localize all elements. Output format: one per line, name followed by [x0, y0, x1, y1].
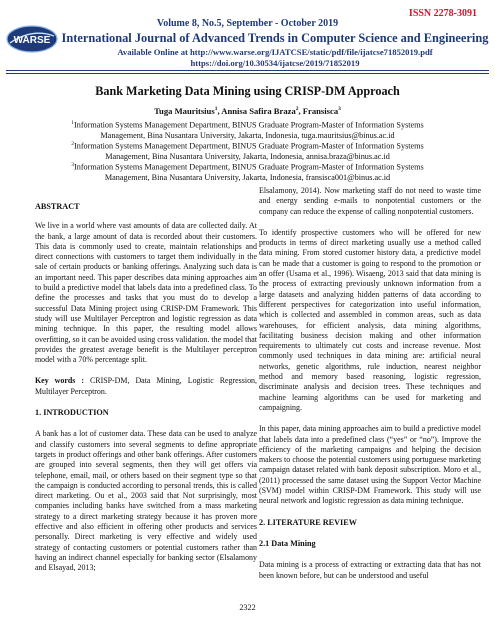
author-name: Fransisca: [302, 106, 339, 116]
page-number: 2322: [239, 603, 256, 612]
author-list: [0, 106, 495, 116]
keywords: [35, 376, 257, 397]
doi-line: https://doi.org/10.30534/ijatcse/2019/71852019: [190, 58, 360, 68]
affiliation-2: [40, 139, 455, 163]
affiliation-line: Management, Bina Nusantara University, Jakarta, Indonesia, annisa.braza@binus.ac.id: [105, 152, 390, 162]
literature-review-heading: 2. LITERATURE REVIEW: [259, 517, 357, 527]
affiliation-3: [40, 160, 455, 184]
affiliation-line: Information Systems Management Department, BINUS Graduate Program-Master of Information Systems: [74, 120, 424, 130]
header-rule: [6, 70, 489, 74]
body-paragraph: In this paper, data mining approaches aim to build a predictive model that labels data into a predefined class (“yes” or “no”). Improve the efficiency of the marketing campaigns and helping the decision makers to choose the potential customers using portuguese marketing campaign dataset related with bank deposit subscription. Moro et al., (2011) processed the same dataset using the Support Vector Machine (SVM) model within CRISP-DM Framework. This study will use neural network and logistic regression as data mining technique.: [259, 424, 481, 506]
keywords-label: Key words :: [35, 376, 84, 386]
left-column: [35, 202, 257, 574]
author-mark: 1: [214, 106, 218, 113]
right-column: [259, 186, 481, 581]
warse-logo-text: WARSE: [13, 35, 51, 46]
abstract-heading: ABSTRACT: [35, 202, 80, 211]
body-paragraph: Elsalamony, 2014). Now marketing staff do not need to waste time and energy sending e-mails to nonpotential customers or the company can reduce the expense of calling nonpotential customers.: [259, 186, 481, 216]
affiliation-mark: 1: [71, 120, 75, 126]
data-mining-subheading: 2.1 Data Mining: [259, 538, 316, 548]
volume-line: Volume 8, No.5, September - October 2019: [156, 18, 339, 29]
paper-title: Bank Marketing Data Mining using CRISP-DM Approach: [95, 84, 400, 98]
introduction-heading: 1. INTRODUCTION: [35, 408, 109, 418]
affiliation-line: Information Systems Management Department, BINUS Graduate Program-Master of Information Systems: [74, 141, 424, 151]
issn-label: ISSN 2278-3091: [408, 8, 477, 19]
author-sep: ,: [298, 106, 303, 116]
keywords-text: CRISP-DM, Data Mining, Logistic Regression, Multilayer Perceptron.: [35, 376, 257, 396]
affiliation-line: Management, Bina Nusantara University, Jakarta, Indonesia, tuga.mauritsius@binus.ac.id: [100, 131, 395, 141]
affiliation-mark: 2: [71, 141, 75, 147]
journal-name: International Journal of Advanced Trends in Computer Science and Engineering: [61, 31, 489, 45]
affiliation-line: Information Systems Management Department, BINUS Graduate Program-Master of Information Systems: [74, 162, 424, 172]
author-sep: ,: [217, 106, 222, 116]
author-name: Annisa Safira Braza: [221, 106, 296, 116]
affiliation-mark: 3: [71, 162, 75, 168]
introduction-text: A bank has a lot of customer data. These data can be used to analyze and classify customers into several segments to define appropriate targets in product offerings and other bank offerings. After customers are grouped into several segments, then they will get offers via telephone, email, mail, or others based on their segment type so that the campaign is conducted according to personal trends, this is called direct marketing. Ou et al., 2003 said that Not surprisingly, most companies including banks have switched from a mass marketing strategy to a direct marketing strategy because it has proven more effective and also efficient in offering other products and services personally. Direct marketing is very effective and widely used strategy of contacting customers or potential customers rather than having an indirect channel especially for banking sector (Elsalamony and Elsayad, 2013;: [35, 429, 257, 573]
affiliation-line: Management, Bina Nusantara University, Jakarta, Indonesia, fransisca001@binus.ac.id: [104, 173, 391, 183]
author-name: Tuga Mauritsius: [154, 106, 215, 116]
available-online-line: Available Online at http://www.warse.org/IJATCSE/static/pdf/file/ijatcse71852019.pdf: [117, 47, 433, 57]
body-paragraph: To identify prospective customers who will be offered for new products in terms of direct marketing usually use a method called data mining. From stored customer history data, a predictive model can be made that a customer is going to respond to the promotion or an offer (Usama et al., 1996). Wisaeng, 2013 said that data mining is the process of extracting previously unknown information from a large datasets and analyzing hidden patterns of data according to different perspectives for categorization into useful information, which is collected and assembled in common areas, such as data warehouses, for efficient analysis, data mining algorithms, facilitating business decision making and other information requirements to ultimately cut costs and increase revenue. Most commonly used techniques in data mining are: artificial neural networks, genetic algorithms, rule induction, nearest neighbor method and memory based reasoning, logistic regression, discriminate analysis and decision trees. These techniques and machine learning algorithms can be used for marketing and campaigning.: [259, 227, 481, 412]
author-mark: 2: [295, 106, 299, 113]
affiliation-1: [40, 118, 455, 142]
body-paragraph: Data mining is a process of extracting or extracting data that has not been known before, but can be understood and useful: [259, 560, 481, 580]
author-mark: 3: [338, 106, 341, 113]
abstract-text: We live in a world where vast amounts of data are collected daily. At the bank, a large amount of data is recorded about their customers. This data is commonly used to create, maintain relationships and direct connections with customers to target them individually in the sale of certain products or banking offerings. Analyzing such data is an important need. This paper describes data mining approaches aim to build a predictive model that labels data into a predefined class. To define the processes and tasks that you must do to develop a successful Data Mining project using CRISP-DM Framework. This study will use Multilayer Perceptron and logistic regression as data mining technique. In this paper, the resulting model allows overfitting, so it can be avoided using cross validation. the model that provides the greatest average benefit is the Multilayer perceptron model with a 70% percentage split.: [35, 221, 257, 365]
